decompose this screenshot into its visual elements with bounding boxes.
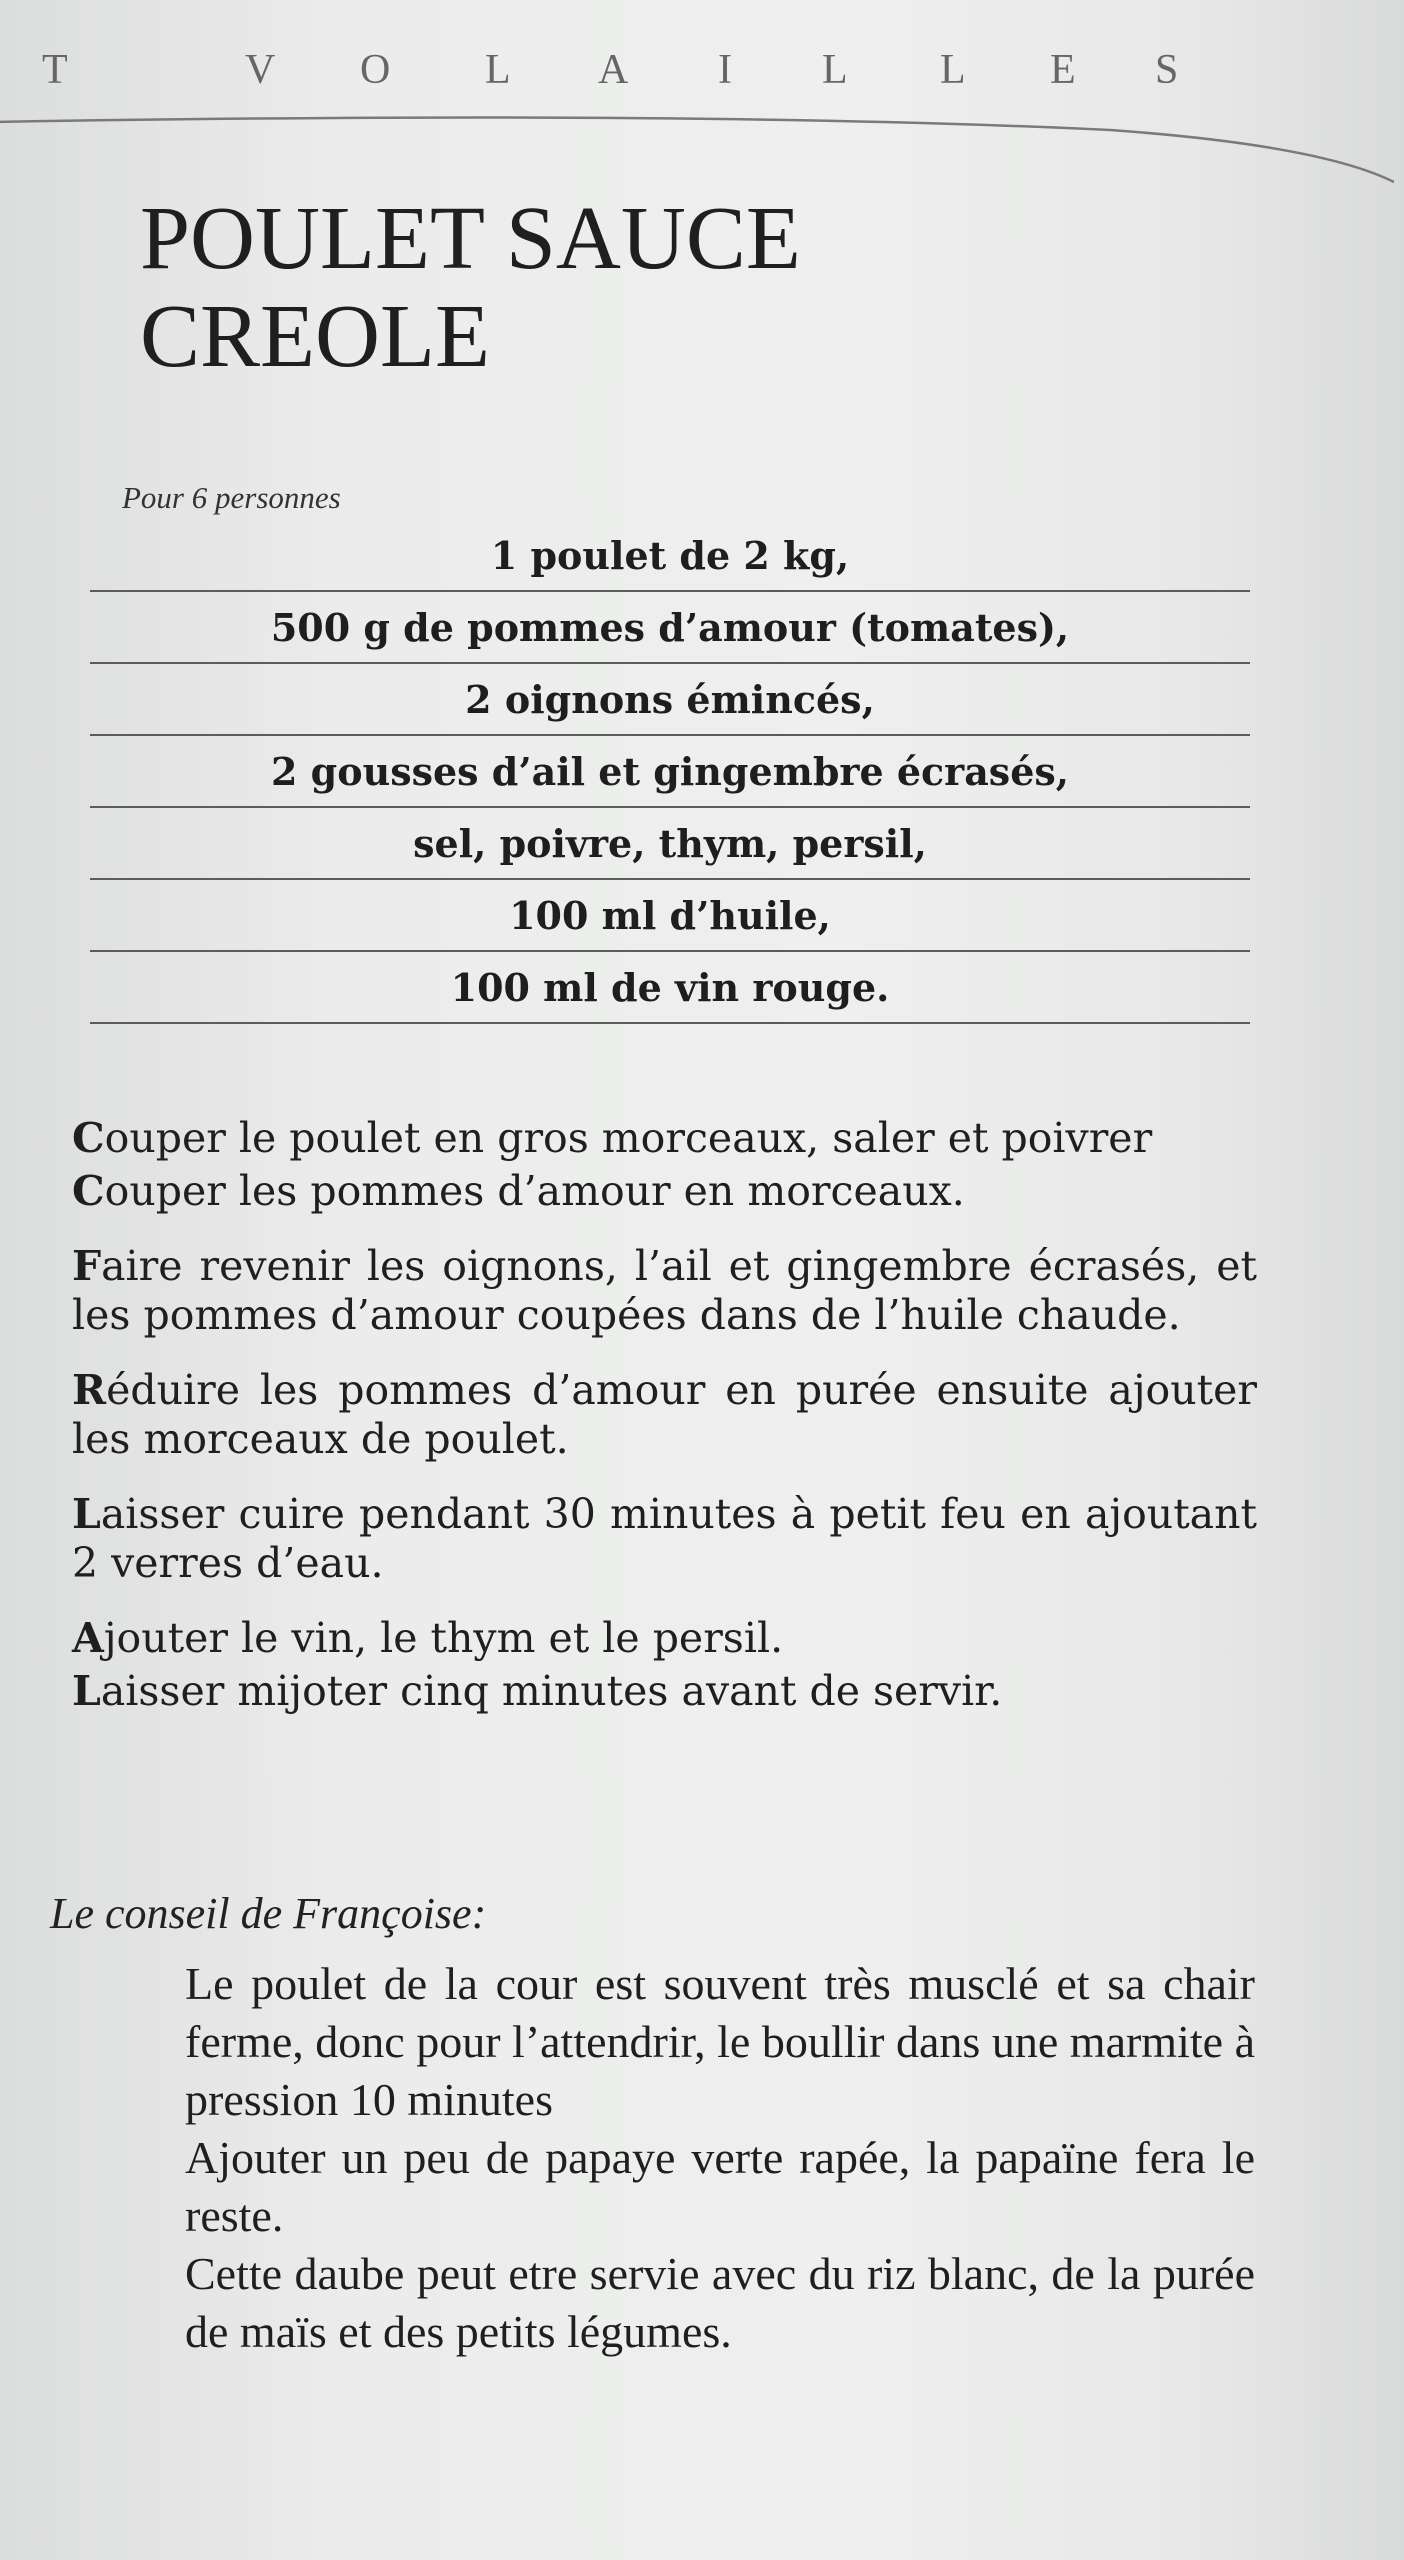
step-initial: F	[72, 1242, 102, 1290]
step-initial: C	[72, 1167, 105, 1215]
step-text: aisser mijoter cinq minutes avant de servir.	[100, 1667, 1003, 1715]
ingredient-item: sel, poivre, thym, persil,	[90, 808, 1250, 880]
ingredient-item: 1 poulet de 2 kg,	[90, 520, 1250, 592]
header-rule	[0, 70, 1394, 190]
running-head-letter: L	[822, 47, 848, 93]
step-initial: L	[72, 1667, 101, 1715]
step-paragraph	[72, 1667, 1257, 1716]
step-initial: C	[72, 1114, 105, 1162]
step-text: jouter le vin, le thym et le persil.	[103, 1614, 784, 1662]
running-head-letter: S	[1155, 47, 1179, 93]
preparation-steps	[72, 1114, 1257, 1742]
step-paragraph	[72, 1114, 1257, 1163]
running-head-letter: L	[940, 47, 966, 93]
ingredient-list	[90, 520, 1250, 1024]
step-paragraph	[72, 1490, 1257, 1588]
ingredient-item: 2 oignons émincés,	[90, 664, 1250, 736]
running-head-letter: I	[718, 47, 732, 93]
tip-paragraph: Ajouter un peu de papaye verte rapée, la papaïne fera le reste.	[185, 2132, 1255, 2241]
tip-body	[185, 1955, 1255, 2361]
step-text: ouper le poulet en gros morceaux, saler et poivrer	[104, 1114, 1153, 1162]
tip-paragraph: Cette daube peut etre servie avec du riz blanc, de la purée de maïs et des petits légumes.	[185, 2248, 1255, 2357]
running-head-letter: O	[360, 47, 391, 93]
running-head-letter: L	[485, 47, 511, 93]
step-paragraph	[72, 1614, 1257, 1663]
tip-paragraph: Le poulet de la cour est souvent très musclé et sa chair ferme, donc pour l’attendrir, le boullir dans une marmite à pression 10 minutes	[185, 1958, 1255, 2125]
step-paragraph	[72, 1242, 1257, 1340]
ingredient-item: 500 g de pommes d’amour (tomates),	[90, 592, 1250, 664]
ingredient-item: 2 gousses d’ail et gingembre écrasés,	[90, 736, 1250, 808]
step-text: ouper les pommes d’amour en morceaux.	[104, 1167, 965, 1215]
step-paragraph	[72, 1167, 1257, 1216]
recipe-title-line: CREOLE	[140, 287, 490, 386]
step-initial: A	[72, 1614, 104, 1662]
step-text: aisser cuire pendant 30 minutes à petit feu en ajoutant 2 verres d’eau.	[72, 1490, 1257, 1587]
tip-heading: Le conseil de Françoise:	[50, 1889, 487, 1938]
step-text: aire revenir les oignons, l’ail et gingembre écrasés, et les pommes d’amour coupées dans de l’huile chaude.	[72, 1242, 1257, 1339]
servings-note: Pour 6 personnes	[122, 480, 341, 515]
running-head-letter: V	[245, 47, 276, 93]
step-initial: L	[72, 1490, 101, 1538]
running-head-letter: A	[598, 47, 629, 93]
ingredient-item: 100 ml d’huile,	[90, 880, 1250, 952]
step-text: éduire les pommes d’amour en purée ensuite ajouter les morceaux de poulet.	[72, 1366, 1257, 1463]
running-head-letter: T	[42, 47, 68, 93]
ingredient-item: 100 ml de vin rouge.	[90, 952, 1250, 1024]
running-head-letter: E	[1050, 47, 1076, 93]
recipe-title	[140, 190, 801, 386]
step-initial: R	[72, 1366, 107, 1414]
step-paragraph	[72, 1366, 1257, 1464]
recipe-title-line: POULET SAUCE	[140, 189, 801, 288]
